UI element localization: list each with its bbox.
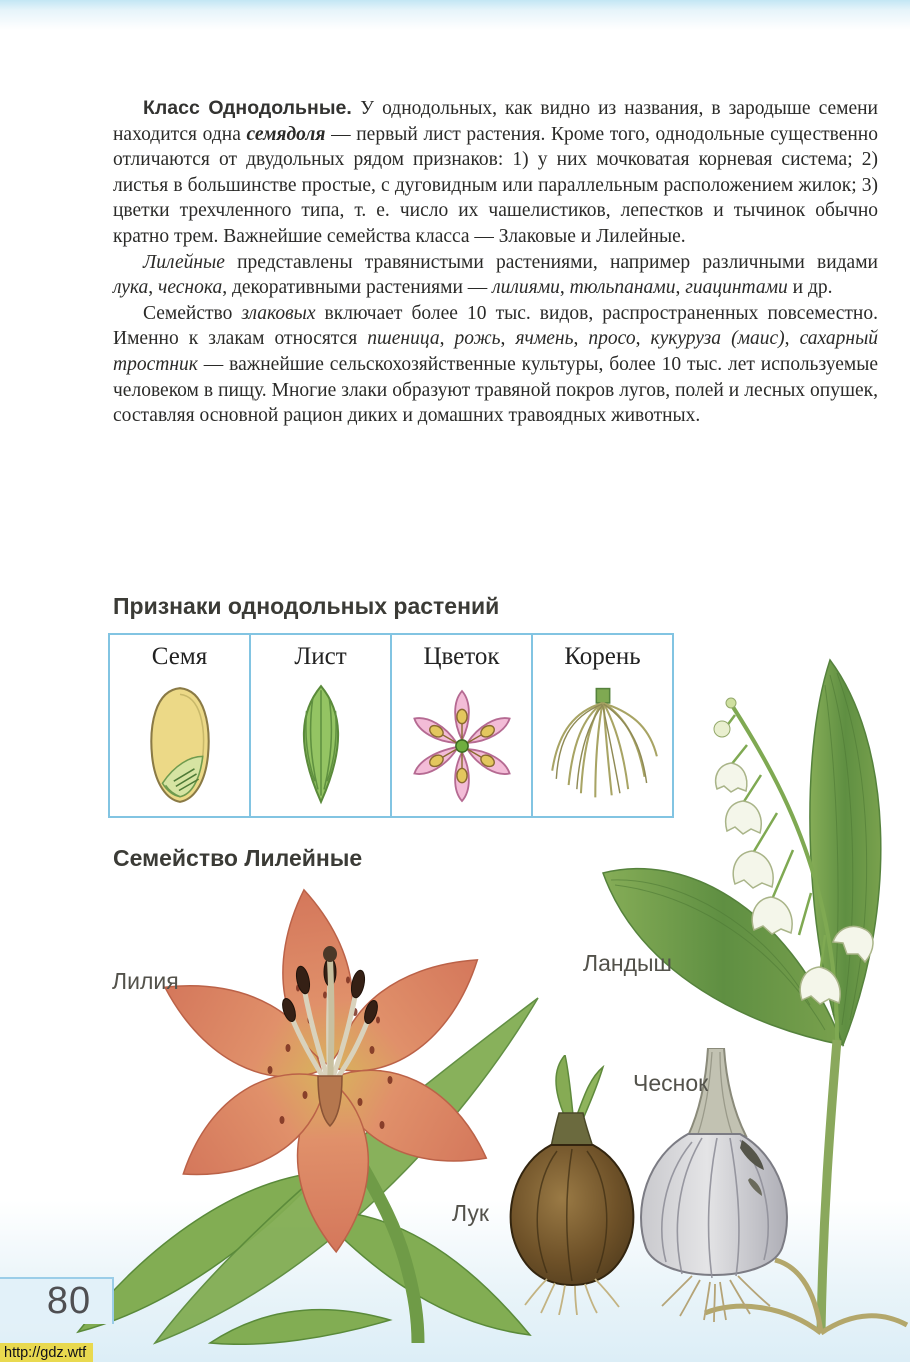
figure-label-lily-of-the-valley: Ландыш	[583, 950, 672, 976]
term-wheat: пшеница	[367, 328, 440, 350]
watermark-url	[0, 1343, 93, 1362]
term-lilies: лилиями	[492, 277, 560, 299]
cell-label: Семя	[151, 643, 208, 670]
term-cotyledon: семядоля	[246, 123, 326, 145]
text-run: ,	[500, 328, 516, 350]
term-garlic: чеснока	[158, 277, 223, 299]
monocot-leaf-icon	[269, 682, 373, 806]
table-cell-seed	[110, 635, 251, 816]
lily-illustration	[60, 880, 545, 1345]
text-run: ,	[559, 277, 570, 299]
term-onion: лука	[113, 277, 149, 299]
text-run: У однодольных, как видно из названия, в зародыше семени находится одна	[113, 98, 878, 145]
text-run: ,	[148, 277, 159, 299]
monocot-flower-icon	[406, 682, 518, 806]
figure-label-lily: Лилия	[112, 968, 179, 994]
cell-label: Лист	[294, 643, 347, 670]
section-title-monocot-signs: Признаки однодольных растений	[113, 593, 500, 619]
figure-label-garlic: Чеснок	[633, 1070, 709, 1096]
term-liliaceae: Лилейные	[143, 251, 225, 273]
paragraph-lead-in: Класс Однодольные.	[143, 97, 361, 119]
text-run: — важнейшие сельскохозяйственные культуры, более 10 тыс. лет используемые человеком в пищу. Многие злаки образуют травяной покров лугов, полей и лесных опушек, составляя основной рацион диких и домашних травоядных животных.	[113, 353, 878, 427]
fibrous-root-icon	[544, 682, 662, 806]
page-number-box	[0, 1277, 114, 1324]
text-run: и др.	[787, 277, 833, 299]
term-hyacinths: гиацинтами	[685, 277, 788, 299]
monocot-seed-icon	[128, 682, 232, 806]
paragraph-grasses	[113, 301, 878, 429]
text-run: представлены травянистыми растениями, например различными видами	[224, 251, 878, 273]
figure-label-onion: Лук	[452, 1200, 489, 1226]
text-run: включает более 10 тыс. видов, распространенных повсеместно. Именно к злакам относятся	[113, 302, 878, 350]
text-run: ,	[573, 328, 589, 350]
paragraph-monocot-class	[113, 96, 878, 250]
table-cell-root	[533, 635, 672, 816]
text-run: ,	[635, 328, 651, 350]
text-run: ,	[439, 328, 455, 350]
text-run: ,	[675, 277, 686, 299]
table-cell-leaf	[251, 635, 392, 816]
term-sugarcane: сахарный тростник	[113, 328, 879, 375]
body-text	[113, 96, 878, 429]
section-title-lily-family: Семейство Лилейные	[113, 845, 363, 871]
term-rye: рожь	[454, 328, 501, 350]
cell-label: Цветок	[423, 643, 500, 670]
text-run: ,	[784, 328, 800, 350]
term-maize: кукуруза (маис)	[650, 328, 785, 350]
monocot-feature-table	[108, 633, 674, 818]
cell-label: Корень	[564, 643, 641, 670]
text-run: , декоративными растениями —	[222, 277, 493, 299]
table-cell-flower	[392, 635, 533, 816]
term-tulips: тюльпанами	[569, 277, 676, 299]
term-millet: просо	[588, 328, 636, 350]
text-run: — первый лист растения. Кроме того, однодольные существенно отличаются от двудольных рядом признаков: 1) у них мочковатая корневая система; 2) листья в большинстве простые, с дуговидным или параллельным расположением жилок; 3) цветки трехчленного типа, т. е. число их чашелистиков, лепестков и тычинок обычно кратно трем. Важнейшие семейства класса — Злаковые и Лилейные.	[113, 123, 878, 247]
term-barley: ячмень	[515, 328, 574, 350]
term-grasses: злаковых	[241, 302, 316, 324]
paragraph-liliaceae	[113, 250, 878, 301]
page-number: 80	[46, 1280, 92, 1322]
text-run: Семейство	[143, 302, 242, 324]
watermark-text: http://gdz.wtf	[4, 1344, 87, 1361]
